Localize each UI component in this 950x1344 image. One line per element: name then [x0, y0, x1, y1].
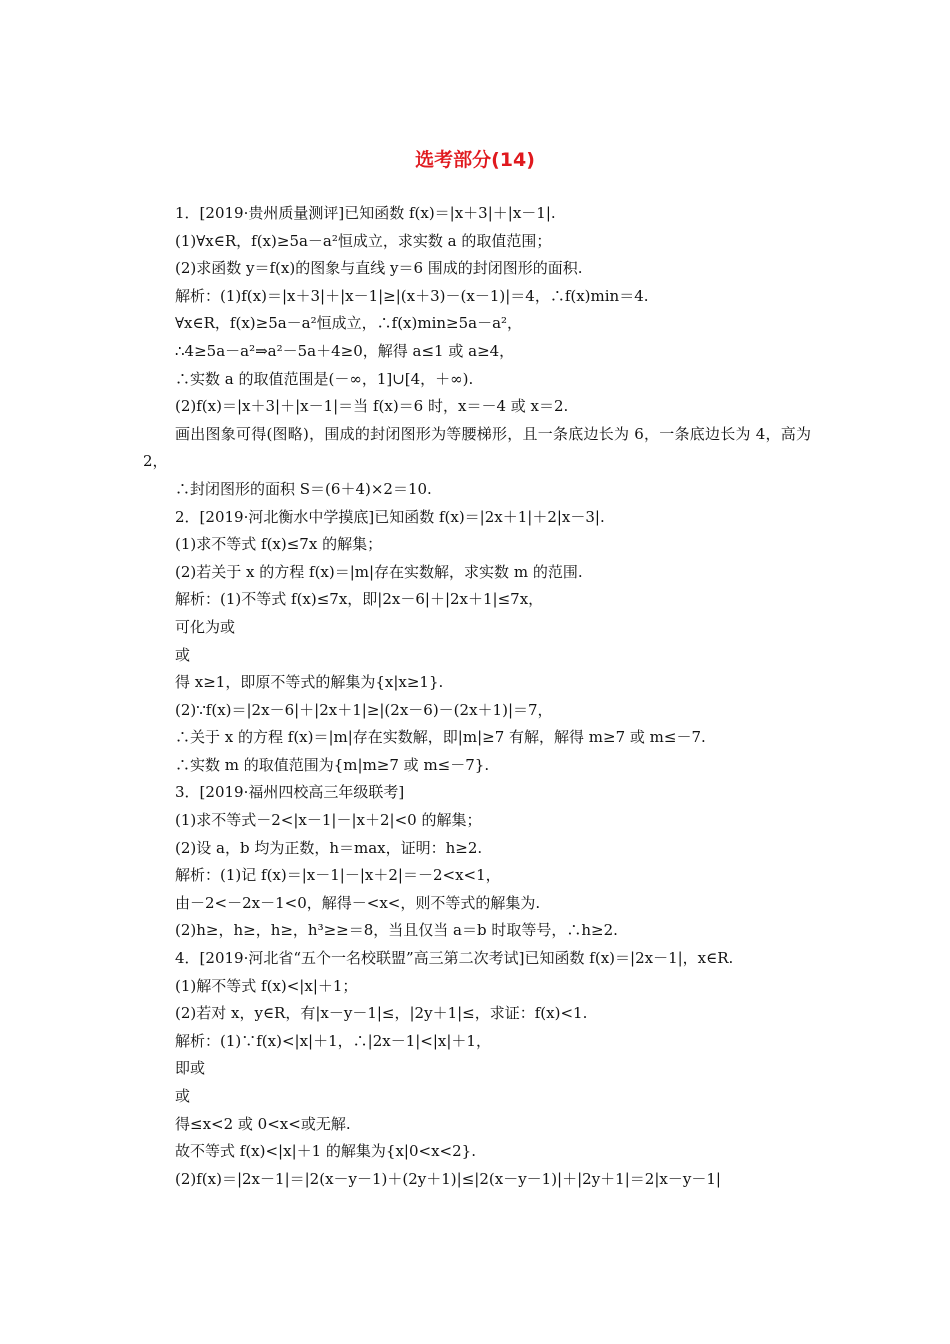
text-line: ∴4≥5a－a²⇒a²－5a＋4≥0，解得 a≤1 或 a≥4，	[175, 341, 515, 360]
text-line: ∀x∈R，f(x)≥5a－a²恒成立，∴f(x)min≥5a－a²，	[175, 314, 523, 333]
text-line: ∴实数 m 的取值范围为{m|m≥7 或 m≤－7}.	[175, 755, 490, 774]
text-line: ∴关于 x 的方程 f(x)＝|m|存在实数解，即|m|≥7 有解，解得 m≥7 或 m≤－7.	[175, 728, 706, 747]
text-line: (2)f(x)＝|2x－1|＝|2(x－y－1)＋(2y＋1)|≤|2(x－y－1)|＋|2y＋1|＝2|x－y－1|	[175, 1169, 721, 1188]
text-line: (2)∵f(x)＝|2x－6|＋|2x＋1|≥|(2x－6)－(2x＋1)|＝7，	[175, 700, 553, 719]
text-line: 1．[2019·贵州质量测评]已知函数 f(x)＝|x＋3|＋|x－1|.	[175, 204, 556, 222]
text-line: 解析：(1)f(x)＝|x＋3|＋|x－1|≥|(x＋3)－(x－1)|＝4，∴f(x)min＝4.	[175, 286, 649, 305]
text-line: (1)求不等式 f(x)≤7x 的解集；	[175, 535, 383, 554]
text-line: 可化为或	[175, 617, 236, 636]
text-line: 或	[175, 1087, 191, 1105]
text-line: (1)求不等式－2<|x－1|－|x＋2|<0 的解集；	[175, 811, 482, 830]
text-line: 画出图象可得(图略)，围成的封闭图形为等腰梯形，且一条底边长为 6，一条底边长为 4，高为 2，	[143, 424, 811, 471]
text-line: 得 x≥1，即原不等式的解集为{x|x≥1}.	[175, 673, 444, 692]
text-line: (2)求函数 y＝f(x)的图象与直线 y＝6 围成的封闭图形的面积.	[175, 259, 583, 278]
text-line: 故不等式 f(x)<|x|＋1 的解集为{x|0<x<2}.	[175, 1142, 476, 1161]
text-line: 3．[2019·福州四校高三年级联考]	[175, 783, 405, 802]
text-line: 解析：(1)记 f(x)＝|x－1|－|x＋2|＝－2<x<1，	[175, 866, 501, 885]
text-line: 解析：(1)不等式 f(x)≤7x，即|2x－6|＋|2x＋1|≤7x，	[175, 590, 544, 609]
text-line: (2)若关于 x 的方程 f(x)＝|m|存在实数解，求实数 m 的范围.	[175, 562, 583, 581]
text-line: 由－2<－2x－1<0，解得－<x<，则不等式的解集为.	[175, 893, 541, 912]
text-line: (1)∀x∈R，f(x)≥5a－a²恒成立，求实数 a 的取值范围；	[175, 231, 552, 250]
text-line: (2)若对 x，y∈R，有|x－y－1|≤，|2y＋1|≤，求证：f(x)<1.	[175, 1004, 588, 1023]
text-line: (2)f(x)＝|x＋3|＋|x－1|＝当 f(x)＝6 时，x＝－4 或 x＝2.	[175, 397, 569, 416]
text-line: (1)解不等式 f(x)<|x|＋1；	[175, 976, 358, 995]
text-line: (2)设 a，b 均为正数，h＝max，证明：h≥2.	[175, 838, 483, 857]
page-title: 选考部分(14)	[415, 149, 535, 171]
text-line: 得≤x<2 或 0<x<或无解.	[175, 1114, 351, 1133]
text-line: 解析：(1)∵f(x)<|x|＋1，∴|2x－1|<|x|＋1，	[175, 1031, 491, 1050]
text-line: 即或	[175, 1059, 206, 1078]
text-line: ∴封闭图形的面积 S＝(6＋4)×2＝10.	[175, 479, 432, 498]
text-line: (2)h≥，h≥，h≥，h³≥≥＝8，当且仅当 a＝b 时取等号，∴h≥2.	[175, 921, 618, 940]
text-line: 2．[2019·河北衡水中学摸底]已知函数 f(x)＝|2x＋1|＋2|x－3|.	[175, 507, 605, 526]
document-body	[143, 200, 811, 1193]
text-line: 或	[175, 645, 191, 664]
text-line: ∴实数 a 的取值范围是(－∞，1]∪[4，＋∞).	[175, 369, 474, 388]
text-line: 4．[2019·河北省“五个一名校联盟”高三第二次考试]已知函数 f(x)＝|2x－1|，x∈R.	[175, 949, 734, 968]
